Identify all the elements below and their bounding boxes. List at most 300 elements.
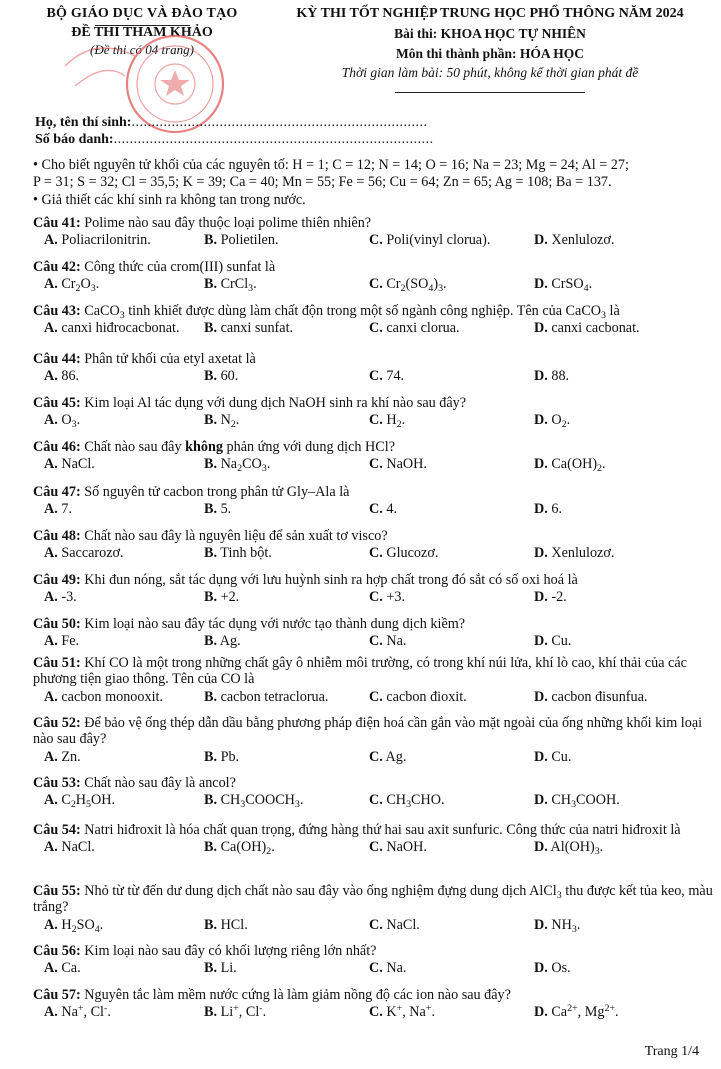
option-letter: D. bbox=[534, 792, 548, 809]
option-letter: B. bbox=[204, 276, 218, 293]
answer-option-a[interactable] bbox=[44, 545, 124, 561]
option-text: Tinh bột. bbox=[217, 545, 272, 562]
question-block bbox=[33, 215, 715, 249]
option-letter: B. bbox=[204, 688, 218, 705]
answer-option-d[interactable] bbox=[534, 589, 567, 605]
test-name: Bài thi: KHOA HỌC TỰ NHIÊN bbox=[394, 26, 586, 42]
option-letter: B. bbox=[204, 960, 218, 977]
option-letter: D. bbox=[534, 456, 548, 473]
option-text: Poli(vinyl clorua). bbox=[382, 232, 491, 249]
answer-option-c[interactable] bbox=[369, 960, 406, 976]
option-text: CrCl$_3$. bbox=[217, 276, 257, 295]
answer-option-d[interactable] bbox=[534, 276, 593, 295]
ministry-name: BỘ GIÁO DỤC VÀ ĐÀO TẠO bbox=[46, 6, 238, 21]
question-block bbox=[33, 572, 715, 606]
question-text: Chất nào sau đây không phản ứng với dung dịch HCl? bbox=[80, 439, 396, 455]
answer-option-c[interactable] bbox=[369, 276, 447, 295]
option-letter: A. bbox=[44, 545, 58, 562]
question-stem bbox=[33, 616, 715, 632]
answer-option-d[interactable] bbox=[534, 320, 640, 336]
question-block bbox=[33, 883, 715, 934]
option-letter: C. bbox=[369, 916, 383, 933]
answer-option-b[interactable] bbox=[204, 368, 238, 384]
option-text: $Na_2CO_3$. bbox=[217, 456, 271, 475]
answer-option-b[interactable] bbox=[204, 917, 248, 933]
option-text: 60. bbox=[217, 368, 239, 385]
answer-option-d[interactable] bbox=[534, 633, 571, 649]
question-block bbox=[33, 528, 715, 562]
answer-option-a[interactable] bbox=[44, 633, 79, 649]
option-text: $Cr_2(SO_4)_3$. bbox=[382, 276, 447, 295]
option-letter: B. bbox=[204, 839, 218, 856]
answer-option-b[interactable] bbox=[204, 960, 237, 976]
question-stem bbox=[33, 883, 715, 916]
option-letter: A. bbox=[44, 276, 58, 293]
answer-options bbox=[33, 960, 715, 977]
answer-option-a[interactable] bbox=[44, 232, 151, 248]
answer-option-d[interactable] bbox=[534, 368, 569, 384]
answer-options bbox=[33, 412, 715, 429]
answer-options bbox=[33, 749, 715, 766]
question-stem bbox=[33, 395, 715, 411]
question-stem bbox=[33, 987, 715, 1003]
option-letter: A. bbox=[44, 792, 58, 809]
option-text: NaOH. bbox=[382, 839, 427, 856]
answer-option-c[interactable] bbox=[369, 792, 445, 811]
answer-option-a[interactable] bbox=[44, 368, 79, 384]
option-letter: C. bbox=[369, 633, 383, 650]
option-text: NaCl. bbox=[57, 456, 95, 473]
question-block bbox=[33, 775, 715, 809]
answer-options bbox=[33, 456, 715, 473]
question-number: Câu 53: bbox=[33, 775, 81, 791]
answer-option-c[interactable] bbox=[369, 232, 490, 248]
option-letter: B. bbox=[204, 368, 218, 385]
option-letter: A. bbox=[44, 589, 58, 606]
answer-option-b[interactable] bbox=[204, 320, 293, 336]
answer-option-c[interactable] bbox=[369, 320, 460, 336]
question-number: Câu 51: bbox=[33, 655, 81, 671]
option-text: $Cr_2O_3$. bbox=[57, 276, 100, 295]
answer-option-d[interactable] bbox=[534, 545, 614, 561]
option-text: NaCl. bbox=[57, 839, 95, 856]
candidate-name-label: Họ, tên thí sinh: bbox=[35, 115, 132, 130]
answer-option-a[interactable] bbox=[44, 960, 81, 976]
option-letter: B. bbox=[204, 456, 218, 473]
question-text: Chất nào sau đây là nguyên liệu để sản xuất tơ visco? bbox=[80, 528, 388, 544]
option-text: cacbon tetraclorua. bbox=[217, 688, 329, 705]
answer-option-c[interactable] bbox=[369, 501, 397, 517]
question-stem bbox=[33, 215, 715, 231]
option-letter: C. bbox=[369, 368, 383, 385]
question-number: Câu 49: bbox=[33, 572, 81, 588]
option-letter: C. bbox=[369, 589, 383, 606]
answer-options bbox=[33, 501, 715, 518]
option-letter: A. bbox=[44, 368, 58, 385]
question-number: Câu 50: bbox=[33, 616, 81, 632]
option-text: Fe. bbox=[57, 633, 80, 650]
answer-option-d[interactable] bbox=[534, 689, 647, 705]
answer-option-b[interactable] bbox=[204, 792, 304, 811]
option-text: cacbon đioxit. bbox=[382, 688, 467, 705]
question-text: Công thức của crom(III) sunfat là bbox=[80, 259, 276, 275]
option-letter: B. bbox=[204, 916, 218, 933]
answer-option-b[interactable] bbox=[204, 749, 239, 765]
candidate-id-label: Số báo danh: bbox=[35, 132, 114, 147]
option-text: Na. bbox=[382, 633, 407, 650]
question-text: Nhỏ từ từ đến dư dung dịch chất nào sau đây vào ống nghiệm đựng dung dịch AlCl$_3$ thu được kết tủa keo, màu trắng? bbox=[33, 883, 713, 916]
option-text: 88. bbox=[547, 368, 570, 385]
answer-option-c[interactable] bbox=[369, 917, 420, 933]
answer-option-a[interactable] bbox=[44, 320, 180, 336]
option-letter: C. bbox=[369, 748, 383, 765]
question-number: Câu 54: bbox=[33, 822, 81, 838]
answer-option-b[interactable] bbox=[204, 545, 272, 561]
option-text: cacbon monooxit. bbox=[57, 688, 163, 705]
question-stem bbox=[33, 484, 715, 500]
answer-option-a[interactable] bbox=[44, 917, 103, 933]
answer-option-c[interactable] bbox=[369, 545, 438, 561]
question-number: Câu 57: bbox=[33, 987, 81, 1003]
answer-option-a[interactable] bbox=[44, 501, 72, 517]
option-text: Xenlulozơ. bbox=[547, 545, 615, 562]
gas-note: • Giả thiết các khí sinh ra không tan trong nước. bbox=[33, 191, 306, 208]
answer-option-a[interactable] bbox=[44, 689, 163, 705]
question-text: Kim loại nào sau đây tác dụng với nước tạo thành dung dịch kiềm? bbox=[80, 616, 466, 632]
question-number: Câu 42: bbox=[33, 259, 81, 275]
option-text: Cu. bbox=[547, 748, 572, 765]
option-text: Polietilen. bbox=[217, 232, 279, 249]
option-text: $NH_3$. bbox=[547, 916, 581, 935]
question-text: Kim loại Al tác dụng với dung dịch NaOH sinh ra khí nào sau đây? bbox=[80, 395, 467, 411]
question-stem bbox=[33, 439, 715, 455]
option-text: 6. bbox=[547, 501, 562, 518]
question-number: Câu 48: bbox=[33, 528, 81, 544]
option-letter: B. bbox=[204, 748, 218, 765]
option-text: 74. bbox=[382, 368, 405, 385]
option-text: cacbon đisunfua. bbox=[547, 688, 648, 705]
candidate-name-dots: .......................................................................... bbox=[131, 115, 428, 130]
option-letter: C. bbox=[369, 232, 383, 249]
option-text: $N_2$. bbox=[217, 412, 240, 431]
option-text: -3. bbox=[57, 589, 77, 606]
option-text: 4. bbox=[382, 501, 397, 518]
option-text: Na. bbox=[382, 960, 407, 977]
question-block bbox=[33, 303, 715, 337]
answer-options bbox=[33, 320, 715, 337]
answer-option-d[interactable] bbox=[534, 917, 580, 933]
answer-option-c[interactable] bbox=[369, 749, 406, 765]
option-letter: A. bbox=[44, 688, 58, 705]
option-letter: C. bbox=[369, 688, 383, 705]
option-letter: B. bbox=[204, 232, 218, 249]
option-letter: D. bbox=[534, 368, 548, 385]
question-text: Kim loại nào sau đây có khối lượng riêng lớn nhất? bbox=[80, 943, 377, 959]
option-letter: D. bbox=[534, 501, 548, 518]
answer-options bbox=[33, 1004, 715, 1021]
answer-option-a[interactable] bbox=[44, 839, 95, 855]
option-text: Cu. bbox=[547, 633, 572, 650]
question-number: Câu 43: bbox=[33, 303, 81, 319]
option-letter: B. bbox=[204, 412, 218, 429]
option-text: +3. bbox=[382, 589, 405, 606]
question-number: Câu 47: bbox=[33, 484, 81, 500]
option-letter: C. bbox=[369, 1004, 383, 1021]
question-text: Nguyên tắc làm mềm nước cứng là làm giảm nồng độ các ion nào sau đây? bbox=[80, 987, 511, 1003]
question-text: Polime nào sau đây thuộc loại polime thiên nhiên? bbox=[80, 215, 372, 231]
option-text: $H_2SO_4$. bbox=[57, 916, 104, 935]
answer-option-c[interactable] bbox=[369, 1004, 435, 1020]
option-letter: C. bbox=[369, 456, 383, 473]
option-letter: A. bbox=[44, 960, 58, 977]
option-text: $Al(OH)_3$. bbox=[547, 839, 604, 858]
answer-options bbox=[33, 276, 715, 293]
option-letter: C. bbox=[369, 412, 383, 429]
subject-name: Môn thi thành phần: HÓA HỌC bbox=[396, 45, 584, 61]
option-text: $Ca(OH)_2$. bbox=[547, 456, 606, 475]
answer-option-c[interactable] bbox=[369, 589, 405, 605]
option-text: NaOH. bbox=[382, 456, 427, 473]
question-block bbox=[33, 484, 715, 518]
option-text: Zn. bbox=[57, 748, 81, 765]
question-stem bbox=[33, 775, 715, 791]
header-right-rule bbox=[395, 92, 585, 93]
answer-options bbox=[33, 917, 715, 934]
question-block bbox=[33, 715, 715, 766]
question-text: Chất nào sau đây là ancol? bbox=[80, 775, 236, 791]
option-letter: D. bbox=[534, 412, 548, 429]
question-number: Câu 41: bbox=[33, 215, 81, 231]
option-text: Na+, Cl-. bbox=[57, 1003, 111, 1021]
question-text: Khí CO là một trong những chất gây ô nhiễm môi trường, có trong khí núi lửa, khí lò cao, khí thải của các phương tiện giao thông. Tên của CO là bbox=[33, 655, 687, 688]
option-text: K+, Na+. bbox=[382, 1003, 435, 1021]
option-letter: B. bbox=[204, 320, 218, 337]
answer-options bbox=[33, 232, 715, 249]
exam-name: KỲ THI TỐT NGHIỆP TRUNG HỌC PHỔ THÔNG NĂM 2024 bbox=[296, 6, 684, 21]
answer-options bbox=[33, 792, 715, 809]
answer-option-d[interactable] bbox=[534, 232, 614, 248]
option-letter: C. bbox=[369, 501, 383, 518]
question-text: Số nguyên tử cacbon trong phân tử Gly–Ala là bbox=[80, 484, 350, 500]
option-text: Poliacrilonitrin. bbox=[57, 232, 151, 249]
answer-option-d[interactable] bbox=[534, 839, 604, 858]
option-letter: A. bbox=[44, 501, 58, 518]
option-letter: D. bbox=[534, 320, 548, 337]
question-stem bbox=[33, 715, 715, 748]
question-block bbox=[33, 395, 715, 429]
option-letter: A. bbox=[44, 412, 58, 429]
question-text: Phân tử khối của etyl axetat là bbox=[80, 351, 256, 367]
option-text: Xenlulozơ. bbox=[547, 232, 615, 249]
answer-option-d[interactable] bbox=[534, 1004, 619, 1020]
question-stem bbox=[33, 259, 715, 275]
question-number: Câu 44: bbox=[33, 351, 81, 367]
question-stem bbox=[33, 303, 715, 319]
option-text: Ag. bbox=[217, 633, 241, 650]
answer-option-c[interactable] bbox=[369, 412, 406, 431]
question-stem bbox=[33, 351, 715, 367]
candidate-name-line bbox=[35, 115, 427, 131]
question-stem bbox=[33, 528, 715, 544]
answer-option-a[interactable] bbox=[44, 792, 116, 811]
candidate-id-dots: ................................................................................ bbox=[113, 132, 434, 147]
option-text: Os. bbox=[547, 960, 571, 977]
answer-option-a[interactable] bbox=[44, 456, 95, 472]
question-block bbox=[33, 655, 715, 706]
option-letter: A. bbox=[44, 320, 58, 337]
question-stem bbox=[33, 572, 715, 588]
answer-option-d[interactable] bbox=[534, 501, 562, 517]
answer-option-c[interactable] bbox=[369, 368, 404, 384]
option-letter: B. bbox=[204, 1004, 218, 1021]
option-letter: D. bbox=[534, 232, 548, 249]
option-text: Li. bbox=[217, 960, 237, 977]
question-number: Câu 56: bbox=[33, 943, 81, 959]
answer-option-b[interactable] bbox=[204, 412, 240, 431]
question-text: Để bảo vệ ống thép dẫn dầu bằng phương pháp điện hoá cần gắn vào mặt ngoài của ống những khối kim loại nào sau đây? bbox=[33, 715, 703, 748]
option-letter: C. bbox=[369, 276, 383, 293]
answer-option-b[interactable] bbox=[204, 1004, 266, 1020]
question-block bbox=[33, 439, 715, 473]
exam-type: ĐỀ THI THAM KHẢO bbox=[71, 25, 213, 41]
option-text: $C_2H_5OH$. bbox=[57, 792, 116, 811]
option-letter: A. bbox=[44, 456, 58, 473]
option-text: HCl. bbox=[217, 916, 248, 933]
answer-option-b[interactable] bbox=[204, 689, 328, 705]
option-text: 7. bbox=[57, 501, 72, 518]
option-letter: B. bbox=[204, 545, 218, 562]
option-text: Pb. bbox=[217, 748, 240, 765]
question-block bbox=[33, 987, 715, 1021]
answer-option-a[interactable] bbox=[44, 589, 77, 605]
question-stem bbox=[33, 655, 715, 688]
option-text: 5. bbox=[217, 501, 232, 518]
option-letter: C. bbox=[369, 960, 383, 977]
answer-option-b[interactable] bbox=[204, 456, 271, 475]
question-text: CaCO$_3$ tinh khiết được dùng làm chất độn trong một số ngành công nghiệp. Tên của CaCO$_3$ là bbox=[80, 303, 620, 321]
answer-option-c[interactable] bbox=[369, 456, 427, 472]
option-text: $Ca^{2+}$, $Mg^{2+}$. bbox=[547, 1003, 619, 1021]
option-letter: D. bbox=[534, 545, 548, 562]
answer-option-b[interactable] bbox=[204, 232, 279, 248]
answer-option-c[interactable] bbox=[369, 689, 467, 705]
option-text: $CH_3CHO$. bbox=[382, 792, 445, 811]
option-text: $CH_3COOH$. bbox=[547, 792, 620, 811]
answer-options bbox=[33, 839, 715, 856]
option-letter: A. bbox=[44, 748, 58, 765]
atomic-masses-line-1: • Cho biết nguyên tử khối của các nguyên tố: H = 1; C = 12; N = 14; O = 16; Na = 23; Mg = 24; Al = 27; bbox=[33, 157, 629, 173]
option-text: canxi sunfat. bbox=[217, 320, 294, 337]
answer-option-b[interactable] bbox=[204, 589, 239, 605]
option-text: $CH_3COOCH_3$. bbox=[217, 792, 304, 811]
atomic-masses-line-2: P = 31; S = 32; Cl = 35,5; K = 39; Ca = 40; Mn = 55; Fe = 56; Cu = 64; Zn = 65; Ag = 108; Ba = 137. bbox=[33, 174, 612, 191]
question-block bbox=[33, 259, 715, 293]
answer-option-d[interactable] bbox=[534, 456, 606, 475]
answer-option-d[interactable] bbox=[534, 749, 571, 765]
answer-options bbox=[33, 368, 715, 385]
answer-option-a[interactable] bbox=[44, 749, 81, 765]
question-block bbox=[33, 943, 715, 977]
option-text: $O_2$. bbox=[547, 412, 571, 431]
option-letter: C. bbox=[369, 792, 383, 809]
option-letter: D. bbox=[534, 276, 548, 293]
answer-options bbox=[33, 589, 715, 606]
option-text: 86. bbox=[57, 368, 80, 385]
duration: Thời gian làm bài: 50 phút, không kể thời gian phát đề bbox=[341, 65, 639, 81]
page-number: Trang 1/4 bbox=[644, 1044, 699, 1059]
answer-option-d[interactable] bbox=[534, 960, 571, 976]
answer-option-b[interactable] bbox=[204, 633, 241, 649]
answer-option-b[interactable] bbox=[204, 276, 257, 295]
option-letter: A. bbox=[44, 633, 58, 650]
option-letter: C. bbox=[369, 320, 383, 337]
answer-option-c[interactable] bbox=[369, 839, 427, 855]
option-letter: D. bbox=[534, 1004, 548, 1021]
question-number: Câu 52: bbox=[33, 715, 81, 731]
option-text: canxi cacbonat. bbox=[547, 320, 640, 337]
answer-option-d[interactable] bbox=[534, 412, 571, 431]
option-text: CrSO$_4$. bbox=[547, 276, 593, 295]
candidate-id-line bbox=[35, 132, 434, 148]
option-text: $H_2$. bbox=[382, 412, 406, 431]
option-letter: D. bbox=[534, 748, 548, 765]
question-number: Câu 46: bbox=[33, 439, 81, 455]
question-block bbox=[33, 616, 715, 650]
answer-option-b[interactable] bbox=[204, 501, 231, 517]
option-text: $O_3$. bbox=[57, 412, 81, 431]
answer-option-b[interactable] bbox=[204, 839, 275, 858]
question-stem bbox=[33, 943, 715, 959]
option-text: Saccarozơ. bbox=[57, 545, 124, 562]
answer-options bbox=[33, 545, 715, 562]
option-text: canxi hiđrocacbonat. bbox=[57, 320, 180, 337]
option-letter: A. bbox=[44, 839, 58, 856]
question-text: Natri hiđroxit là hóa chất quan trọng, đứng hàng thứ hai sau axit sunfuric. Công thức của natri hiđroxit là bbox=[80, 822, 681, 838]
option-letter: B. bbox=[204, 792, 218, 809]
question-stem bbox=[33, 822, 715, 838]
answer-option-a[interactable] bbox=[44, 1004, 111, 1020]
option-text: -2. bbox=[547, 589, 567, 606]
option-letter: D. bbox=[534, 960, 548, 977]
answer-options bbox=[33, 689, 715, 706]
pages-note: (Đề thi có 04 trang) bbox=[90, 42, 194, 58]
option-text: Li+, Cl-. bbox=[217, 1003, 267, 1021]
answer-option-c[interactable] bbox=[369, 633, 406, 649]
question-block bbox=[33, 822, 715, 856]
option-text: Ca. bbox=[57, 960, 81, 977]
option-letter: C. bbox=[369, 839, 383, 856]
option-letter: D. bbox=[534, 633, 548, 650]
option-letter: D. bbox=[534, 589, 548, 606]
answer-option-a[interactable] bbox=[44, 276, 100, 295]
answer-options bbox=[33, 633, 715, 650]
option-letter: D. bbox=[534, 839, 548, 856]
answer-option-a[interactable] bbox=[44, 412, 81, 431]
option-letter: B. bbox=[204, 589, 218, 606]
option-letter: D. bbox=[534, 688, 548, 705]
option-letter: A. bbox=[44, 916, 58, 933]
header-right bbox=[265, 6, 715, 81]
option-text: canxi clorua. bbox=[382, 320, 460, 337]
answer-option-d[interactable] bbox=[534, 792, 620, 811]
option-letter: B. bbox=[204, 633, 218, 650]
option-text: Glucozơ. bbox=[382, 545, 439, 562]
question-number: Câu 55: bbox=[33, 883, 81, 899]
option-text: NaCl. bbox=[382, 916, 420, 933]
exam-notes bbox=[33, 157, 713, 209]
option-letter: B. bbox=[204, 501, 218, 518]
option-text: Ag. bbox=[382, 748, 407, 765]
